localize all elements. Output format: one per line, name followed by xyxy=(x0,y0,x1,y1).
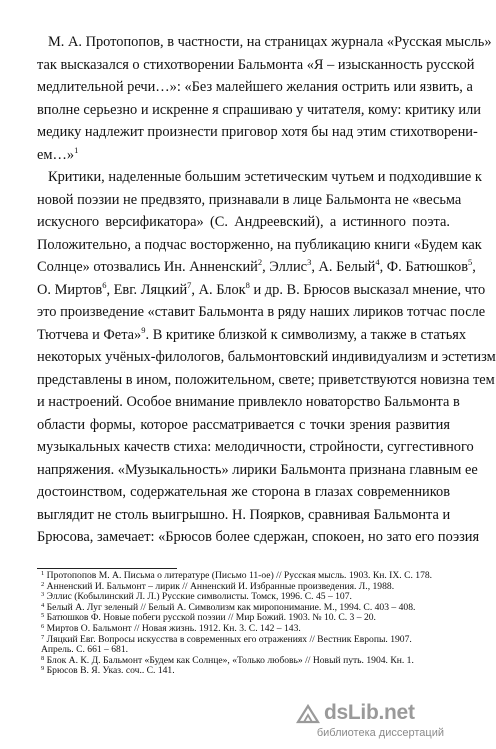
line-text: медлительной речи…»: «Без малейшего желания острить или язвить, а xyxy=(37,79,473,95)
line-text: это произведение «ставит Бальмонта в ряду наших лириков тотчас после xyxy=(37,304,486,320)
footnote-text: Блок А. К. Д. Бальмонт «Будем как Солнце», «Только любовь» // Новый путь. 1904. Кн. 1. xyxy=(46,654,414,666)
text-line xyxy=(0,121,478,144)
line-text: области формы, которое рассматривается с точки зрения развития xyxy=(37,416,450,433)
footnote-ref: 7 xyxy=(187,279,192,290)
line-text: новой поэзии не предвзято, признавали в лице Бальмонта не «весьма xyxy=(37,191,462,208)
text-line xyxy=(0,31,492,54)
footnote-text: Апрель. С. 661 – 681. xyxy=(41,644,129,656)
footnote-separator xyxy=(37,568,177,569)
line-text: М. А. Протопопов, в частности, на страницах журнала «Русская мысль» xyxy=(48,34,492,50)
footnote-text: Миртов О. Бальмонт // Новая жизнь. 1912. Кн. 3. С. 142 – 143. xyxy=(46,622,301,634)
line-text: Тютчева и Фета»$^9$. В критике близкой к символизму, а также в статьях xyxy=(37,324,467,343)
text-line xyxy=(0,526,480,549)
footnote-ref: 3 xyxy=(307,257,312,267)
text-line xyxy=(0,391,460,414)
footnote-number: 1 xyxy=(41,570,45,577)
footnote-ref: 4 xyxy=(375,257,380,267)
text-line xyxy=(0,324,467,347)
footnote-text: Белый А. Луг зеленый // Белый А. Символизм как миропонимание. М., 1994. С. 403 – 408. xyxy=(46,601,416,613)
text-line xyxy=(0,166,482,189)
text-line xyxy=(0,189,462,212)
text-line xyxy=(0,459,478,482)
footnote-ref: 6 xyxy=(102,279,107,290)
footnote-ref: 2 xyxy=(257,257,263,267)
footnote-number: 6 xyxy=(41,622,45,630)
footnote-number: 9 xyxy=(41,665,45,673)
footnote-text: Анненский И. Бальмонт – лирик // Анненский И. Избранные произведения. Л., 1988. xyxy=(46,580,395,592)
footnote-text: Эллис (Кобылинский Л. Л.) Русские символисты. Томск, 1996. С. 45 – 107. xyxy=(46,591,352,603)
footnote-text: Ляцкий Евг. Вопросы искусства в современных его отражениях // Вестник Европы. 1907. xyxy=(46,633,412,645)
text-line xyxy=(0,144,450,167)
text-line xyxy=(0,211,450,234)
footnote-ref: 9 xyxy=(141,324,146,335)
line-text: ем…»$^1$ xyxy=(37,144,79,163)
text-line xyxy=(0,234,482,257)
footnote-ref: 1 xyxy=(74,144,79,155)
line-text: напряжения. «Музыкальность» лирики Бальмонта признана главным ее xyxy=(37,461,478,478)
line-text: Положительно, а подчас восторженно, на публикацию книги «Будем как xyxy=(37,236,482,253)
footnote-number: 7 xyxy=(41,633,45,641)
footnote-ref: 8 xyxy=(245,279,250,290)
text-line xyxy=(0,256,476,279)
footnote-number: 5 xyxy=(41,612,45,620)
line-text: достоинством, содержательная же сторона в глазах современников xyxy=(37,484,450,500)
line-text: музыкальных качеств стиха: мелодичности, стройности, суггестивного xyxy=(37,439,474,455)
watermark-tagline: библиотека диссертаций xyxy=(316,727,444,739)
line-text: искусного версификатора» (С. Андреевский), а истинного поэта. xyxy=(37,214,450,230)
footnote-number: 3 xyxy=(41,591,45,599)
dslib-logo-icon xyxy=(296,703,320,725)
footnotes xyxy=(37,571,450,677)
line-text: выглядит не столь выигрышно. Н. Поярков, сравнивая Бальмонта и xyxy=(37,506,451,523)
text-line xyxy=(0,481,450,504)
footnote-text: Брюсов В. Я. Указ. соч.. С. 141. xyxy=(46,665,175,677)
footnote-number: 2 xyxy=(41,580,45,588)
line-text: представлены в ином, положительном, свете; приветствуются новизна тем xyxy=(37,371,495,388)
text-line xyxy=(0,301,486,324)
line-text: Солнце» отозвались Ин. Анненский$^2$, Эллис$^3$, А. Белый$^4$, Ф. Батюшков$^5$, xyxy=(37,257,476,275)
text-line xyxy=(0,346,496,369)
line-text: Критики, наделенные большим эстетическим чутьем и подходившие к xyxy=(48,169,482,185)
text-line xyxy=(0,54,475,77)
text-line xyxy=(0,414,450,437)
text-line xyxy=(0,99,481,122)
line-text: и настроений. Особое внимание привлекло новаторство Бальмонта в xyxy=(37,394,460,410)
footnote-text: Протопопов М. А. Письма о литературе (Письмо 11-ое) // Русская мысль. 1903. Кн. IX. С. 178. xyxy=(46,570,433,581)
footnote-ref: 5 xyxy=(468,257,473,267)
text-line xyxy=(0,504,450,527)
text-line xyxy=(0,436,474,459)
line-text: О. Миртов$^6$, Евг. Ляцкий$^7$, А. Блок$^8$ и др. В. Брюсов высказал мнение, что xyxy=(37,279,486,298)
line-text: некоторых учёных-филологов, бальмонтовский индивидуализм и эстетизм xyxy=(37,349,496,365)
text-line xyxy=(0,279,486,302)
watermark xyxy=(294,703,444,743)
line-text: вполне серьезно и искренне я спрашиваю у читателя, кому: критику или xyxy=(37,101,481,118)
footnote-number: 8 xyxy=(41,654,45,662)
watermark-site: dsLib.net xyxy=(324,701,415,724)
line-text: так высказался о стихотворении Бальмонта «Я – изысканность русской xyxy=(37,56,475,73)
text-line xyxy=(0,369,495,392)
footnote-number: 4 xyxy=(41,601,45,609)
text-line xyxy=(0,76,473,99)
line-text: медику надлежит произнести приговор хотя бы над этим стихотворени- xyxy=(37,124,478,140)
footnote-text: Батюшков Ф. Новые побеги русской поэзии // Мир Божий. 1903. № 10. С. 3 – 20. xyxy=(46,612,376,624)
line-text: Брюсова, замечает: «Брюсов более сдержан, спокоен, но зато его поэзия xyxy=(37,529,480,545)
footnote xyxy=(37,666,450,677)
body-text xyxy=(0,31,496,549)
